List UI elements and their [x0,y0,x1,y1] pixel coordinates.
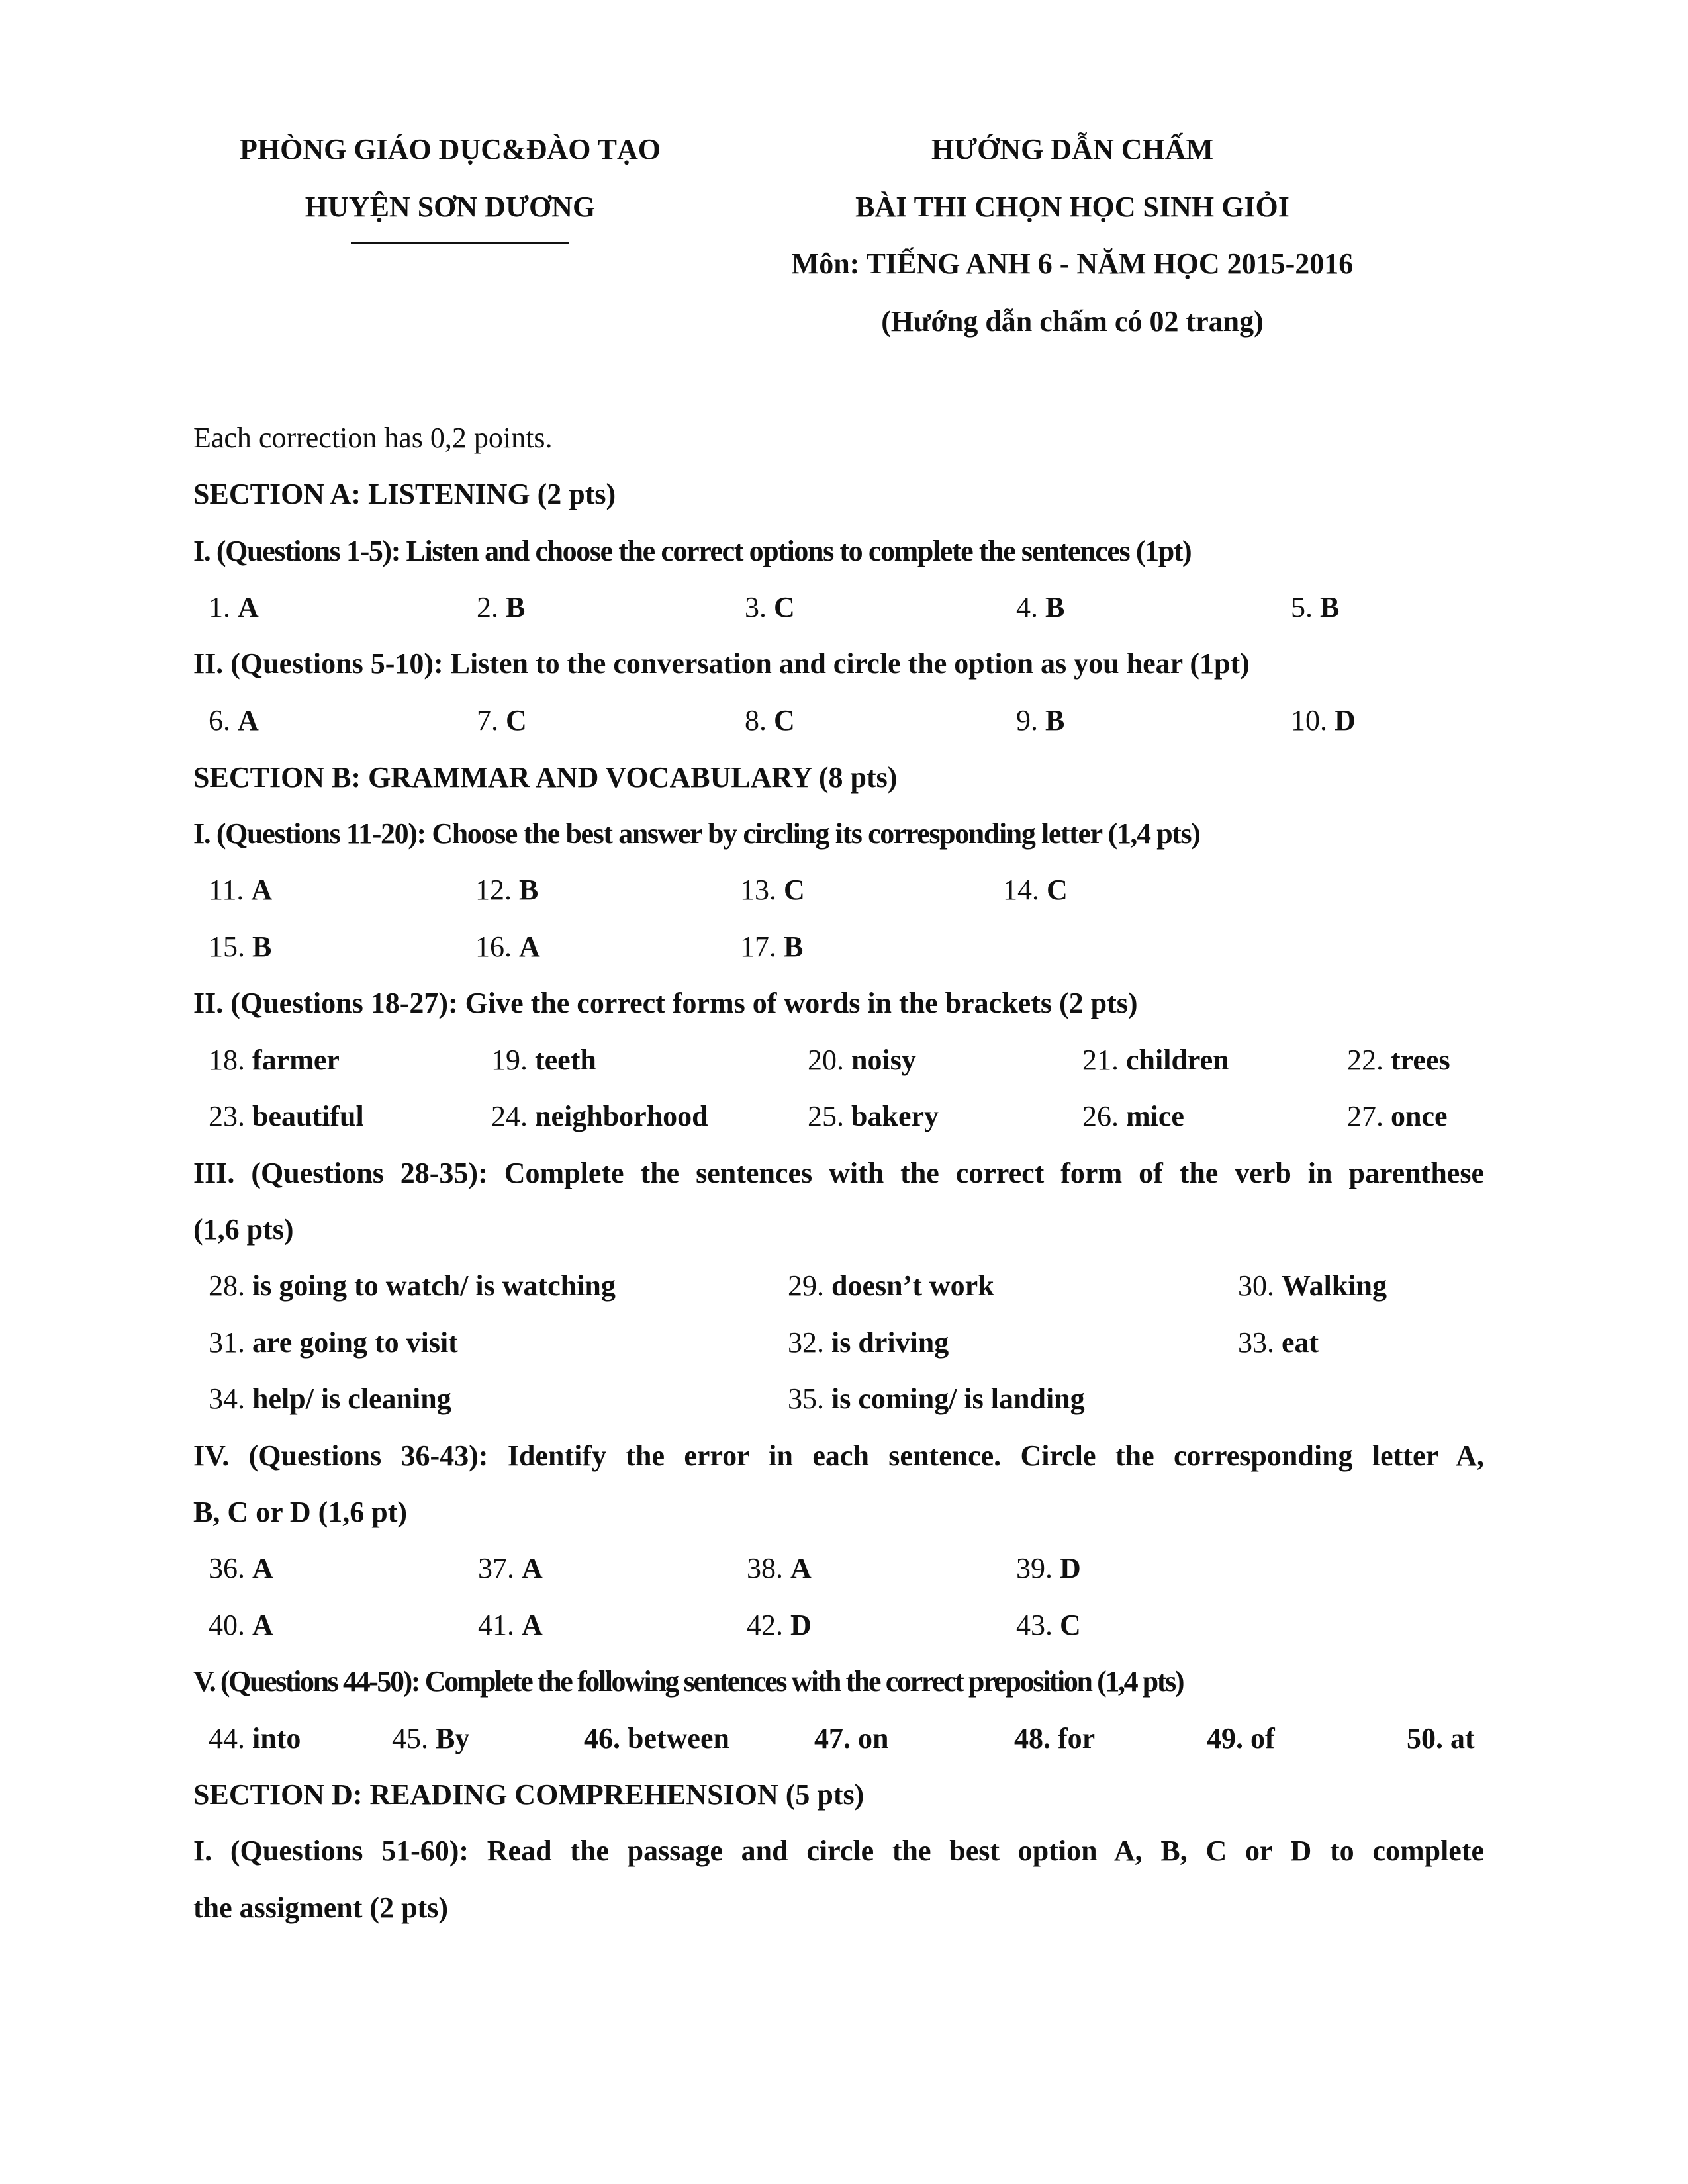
answer-row [0,1373,1688,1426]
answer-item: 7. C [477,704,527,737]
answer-row [0,1316,1688,1369]
section-b-part1-title [0,807,1688,860]
answer-item: 29. doesn’t work [788,1269,994,1302]
section-b-part3-title-line2 [0,1203,1688,1256]
answer-item: 39. D [1016,1552,1081,1584]
answer-item: 22. trees [1347,1044,1450,1076]
header-underline [351,242,569,244]
answer-row [0,581,1688,634]
answer-item: 41. A [478,1609,543,1641]
answer-row [0,1599,1688,1652]
answer-item: 23. beautiful [209,1100,364,1132]
header-right-line1: HƯỚNG DẪN CHẤM [931,133,1214,165]
section-a-part1-title-text: I. (Questions 1-5): Listen and choose the correct options to complete the sentences (1pt) [193,535,1192,567]
section-a-part1-title [0,525,1688,578]
answer-item: 44. into [209,1722,301,1754]
section-b-part2-title [0,977,1688,1030]
section-b-part5-title [0,1655,1688,1708]
header-right-line4: (Hướng dẫn chấm có 02 trang) [881,305,1264,338]
section-b-part4-title-line2-text: B, C or D (1,6 pt) [193,1496,408,1528]
answer-item: 48. for [1014,1722,1096,1754]
section-b-part1-title-text: I. (Questions 11-20): Choose the best answer by circling its corresponding letter (1,4 pts) [193,817,1200,850]
header-right-line2: BÀI THI CHỌN HỌC SINH GIỎI [855,191,1289,223]
header-left-line1: PHÒNG GIÁO DỤC&ĐÀO TẠO [240,133,661,165]
answer-item: 28. is going to watch/ is watching [209,1269,616,1302]
answer-item: 34. help/ is cleaning [209,1383,451,1415]
answer-item: 12. B [475,874,539,906]
section-a-part2-title-text: II. (Questions 5-10): Listen to the conversation and circle the option as you hear (1pt) [193,647,1250,680]
intro-text [0,412,1688,465]
answer-item: 6. A [209,704,259,737]
answer-item: 30. Walking [1238,1269,1387,1302]
answer-row [0,1542,1688,1595]
answer-item: 45. By [392,1722,470,1754]
answer-item: 2. B [477,591,526,623]
answer-row [0,694,1688,747]
answer-item: 31. are going to visit [209,1326,458,1359]
section-b-part3-title-line1: III. (Questions 28-35): Complete the sentences with the correct form of the verb in parenthese [193,1157,1484,1189]
answer-item: 16. A [475,931,540,963]
answer-item: 21. children [1082,1044,1229,1076]
answer-item: 10. D [1291,704,1356,737]
answer-row [0,1259,1688,1312]
section-d-part1-title-line2-text: the assigment (2 pts) [193,1891,448,1924]
answer-row [0,1034,1688,1087]
answer-item: 32. is driving [788,1326,949,1359]
answer-item: 42. D [747,1609,812,1641]
section-a-title [0,468,1688,521]
header-right-line3: Môn: TIẾNG ANH 6 - NĂM HỌC 2015-2016 [791,248,1354,280]
answer-item: 11. A [209,874,273,906]
section-b-title-text: SECTION B: GRAMMAR AND VOCABULARY (8 pts) [193,761,898,794]
answer-item: 17. B [740,931,804,963]
answer-item: 8. C [745,704,795,737]
answer-item: 36. A [209,1552,273,1584]
answer-item: 13. C [740,874,805,906]
section-a-part2-title [0,637,1688,690]
answer-item: 18. farmer [209,1044,340,1076]
intro-label: Each correction has 0,2 points. [193,422,553,454]
header-left-line2: HUYỆN SƠN DƯƠNG [305,191,596,223]
answer-item: 40. A [209,1609,273,1641]
section-b-part4-title-line1: IV. (Questions 36-43): Identify the error in each sentence. Circle the corresponding letter A, [193,1439,1484,1472]
answer-item: 19. teeth [491,1044,596,1076]
answer-item: 20. noisy [808,1044,916,1076]
answer-item: 49. of [1207,1722,1275,1754]
section-a-title-text: SECTION A: LISTENING (2 pts) [193,478,616,510]
section-b-part3-title-line2-text: (1,6 pts) [193,1213,294,1246]
section-b-title [0,751,1688,804]
answer-row [0,1090,1688,1143]
answer-item: 9. B [1016,704,1065,737]
answer-item: 50. at [1407,1722,1475,1754]
answer-item: 4. B [1016,591,1065,623]
section-b-part5-title-text: V. (Questions 44-50): Complete the following sentences with the correct preposition (1,4 pts) [193,1665,1184,1698]
answer-item: 47. on [814,1722,889,1754]
section-d-part1-title-line1: I. (Questions 51-60): Read the passage and circle the best option A, B, C or D to complete [193,1835,1484,1867]
answer-item: 38. A [747,1552,812,1584]
answer-item: 15. B [209,931,272,963]
answer-item: 46. between [584,1722,729,1754]
answer-item: 5. B [1291,591,1340,623]
answer-row [0,864,1688,917]
answer-item: 24. neighborhood [491,1100,708,1132]
answer-item: 3. C [745,591,795,623]
answer-item: 1. A [209,591,259,623]
section-b-part2-title-text: II. (Questions 18-27): Give the correct forms of words in the brackets (2 pts) [193,987,1138,1019]
answer-item: 25. bakery [808,1100,939,1132]
section-d-part1-title-line2 [0,1882,1688,1934]
section-b-part4-title-line2 [0,1486,1688,1539]
answer-item: 27. once [1347,1100,1448,1132]
answer-item: 14. C [1003,874,1068,906]
section-d-title-text: SECTION D: READING COMPREHENSION (5 pts) [193,1778,865,1811]
answer-item: 26. mice [1082,1100,1184,1132]
answer-item: 35. is coming/ is landing [788,1383,1085,1415]
answer-item: 33. eat [1238,1326,1319,1359]
answer-item: 37. A [478,1552,543,1584]
section-d-title [0,1768,1688,1821]
answer-item: 43. C [1016,1609,1081,1641]
answer-row [0,1712,1688,1765]
answer-row [0,921,1688,974]
